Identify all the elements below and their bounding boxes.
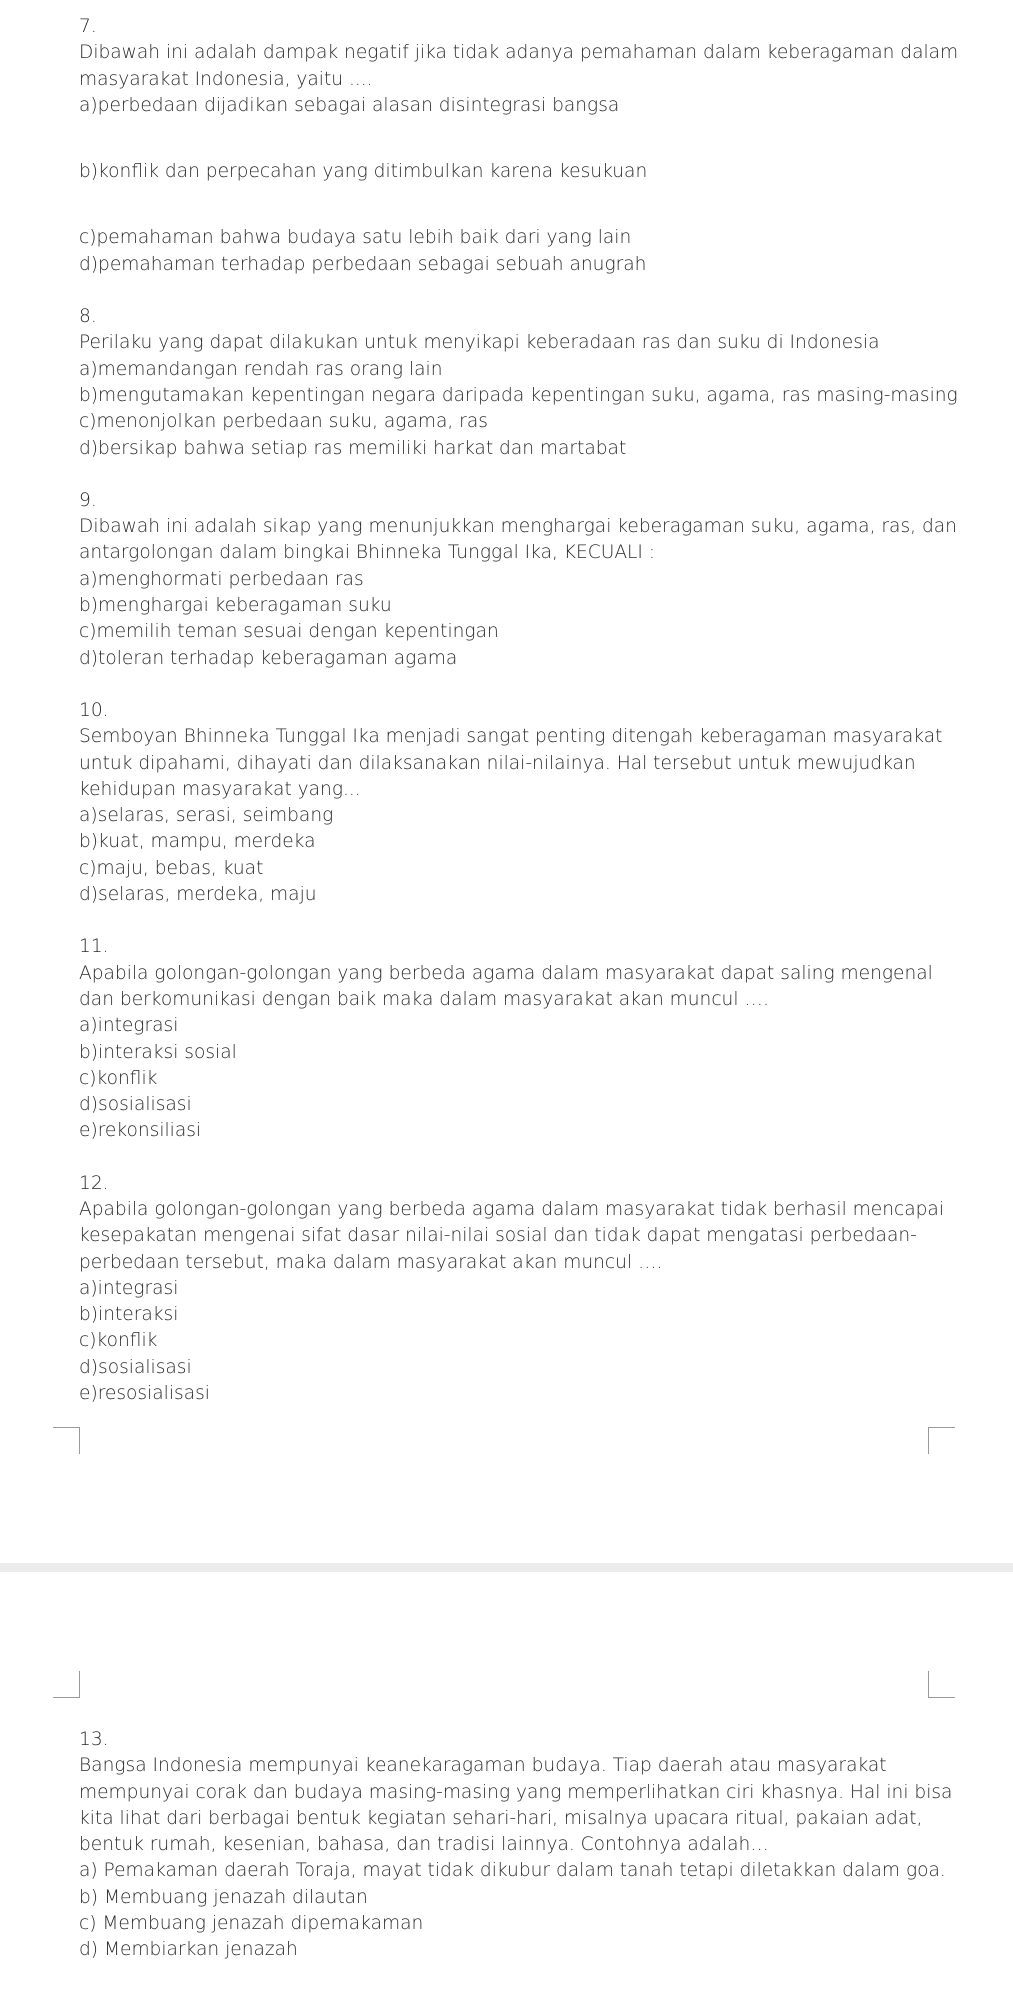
answer-option-a: a)integrasi: [79, 1015, 179, 1037]
answer-option-c: c) Membuang jenazah dipemakaman: [79, 1913, 424, 1935]
question-text-line: bentuk rumah, kesenian, bahasa, dan tradisi lainnya. Contohnya adalah…: [79, 1834, 769, 1856]
question-text-line: kehidupan masyarakat yang...: [79, 778, 361, 800]
question-text-line: Apabila golongan-golongan yang berbeda agama dalam masyarakat tidak berhasil mencapai: [79, 1198, 944, 1220]
answer-option-c: c)pemahaman bahwa budaya satu lebih baik dari yang lain: [79, 227, 632, 249]
answer-option-d: d)sosialisasi: [79, 1094, 192, 1116]
answer-option-b: b)konflik dan perpecahan yang ditimbulkan karena kesukuan: [79, 161, 648, 183]
answer-option-a: a)integrasi: [79, 1277, 179, 1299]
answer-option-a: a)selaras, serasi, seimbang: [79, 805, 334, 827]
question-text-line: Perilaku yang dapat dilakukan untuk menyikapi keberadaan ras dan suku di Indonesia: [79, 332, 880, 354]
question-text-line: perbedaan tersebut, maka dalam masyarakat akan muncul ….: [79, 1251, 663, 1273]
question-text-line: Dibawah ini adalah sikap yang menunjukkan menghargai keberagaman suku, agama, ras, dan: [79, 516, 957, 538]
document-page-2: [0, 1572, 1013, 1982]
answer-option-d: d)toleran terhadap keberagaman agama: [79, 647, 458, 669]
answer-option-a: a) Pemakaman daerah Toraja, mayat tidak dikubur dalam tanah tetapi diletakkan dalam goa.: [79, 1860, 946, 1882]
page-margin-marker: [928, 1671, 955, 1698]
answer-option-d: d)selaras, merdeka, maju: [79, 884, 317, 906]
answer-option-b: b)interaksi sosial: [79, 1041, 237, 1063]
question-text-line: kesepakatan mengenai sifat dasar nilai-nilai sosial dan tidak dapat mengatasi perbedaan-: [79, 1225, 917, 1247]
answer-option-c: c)memilih teman sesuai dengan kepentingan: [79, 621, 499, 643]
question-number: 11.: [79, 936, 109, 958]
answer-option-a: a)memandangan rendah ras orang lain: [79, 358, 443, 380]
answer-option-c: c)konflik: [79, 1067, 158, 1089]
question-number: 13.: [79, 1729, 109, 1750]
answer-option-b: b) Membuang jenazah dilautan: [79, 1886, 368, 1908]
page-margin-marker: [53, 1671, 80, 1698]
question-text-line: mempunyai corak dan budaya masing-masing yang memperlihatkan ciri khasnya. Hal ini bisa: [79, 1781, 953, 1803]
question-text-line: Dibawah ini adalah dampak negatif jika tidak adanya pemahaman dalam keberagaman dalam: [79, 42, 959, 64]
question-number: 7.: [79, 16, 97, 37]
answer-option-c: c)konflik: [79, 1330, 158, 1352]
question-12: [79, 1171, 959, 1408]
page-margin-marker: [53, 1427, 80, 1454]
answer-option-a: a)menghormati perbedaan ras: [79, 568, 364, 590]
answer-option-b: b)menghargai keberagaman suku: [79, 595, 392, 617]
question-number: 9.: [79, 489, 97, 511]
page-1-content: [79, 14, 959, 1433]
question-number: 12.: [79, 1172, 109, 1194]
question-8: [79, 304, 959, 462]
page-margin-marker: [928, 1427, 955, 1454]
question-10: [79, 698, 959, 908]
question-text-line: Bangsa Indonesia mempunyai keanekaragaman budaya. Tiap daerah atau masyarakat: [79, 1755, 887, 1777]
answer-option-d: d)sosialisasi: [79, 1356, 192, 1378]
question-text-line: Apabila golongan-golongan yang berbeda agama dalam masyarakat dapat saling mengenal: [79, 962, 933, 984]
question-11: [79, 934, 959, 1144]
question-text-line: untuk dipahami, dihayati dan dilaksanakan nilai-nilainya. Hal tersebut untuk mewujudkan: [79, 752, 916, 774]
question-13: [79, 1727, 959, 1964]
question-number: 8.: [79, 306, 97, 328]
question-text-line: masyarakat Indonesia, yaitu ....: [79, 68, 373, 90]
page-break-separator: [0, 1563, 1013, 1572]
question-7: [79, 14, 959, 278]
answer-option-b: b)mengutamakan kepentingan negara daripada kepentingan suku, agama, ras masing-masing: [79, 384, 958, 406]
answer-option-c: c)menonjolkan perbedaan suku, agama, ras: [79, 411, 488, 433]
answer-option-e: e)rekonsiliasi: [79, 1120, 202, 1142]
answer-option-d: d)pemahaman terhadap perbedaan sebagai sebuah anugrah: [79, 253, 647, 275]
question-9: [79, 488, 959, 672]
answer-option-b: b)interaksi: [79, 1304, 179, 1326]
question-text-line: kita lihat dari berbagai bentuk kegiatan sehari-hari, misalnya upacara ritual, pakaian adat,: [79, 1807, 923, 1829]
answer-option-c: c)maju, bebas, kuat: [79, 857, 264, 879]
answer-option-a: a)perbedaan dijadikan sebagai alasan disintegrasi bangsa: [79, 94, 620, 116]
answer-option-d: d) Membiarkan jenazah: [79, 1939, 298, 1961]
answer-option-d: d)bersikap bahwa setiap ras memiliki harkat dan martabat: [79, 437, 627, 459]
question-text-line: Semboyan Bhinneka Tunggal Ika menjadi sangat penting ditengah keberagaman masyarakat: [79, 726, 943, 748]
question-number: 10.: [79, 699, 109, 721]
answer-option-b: b)kuat, mampu, merdeka: [79, 831, 316, 853]
answer-option-e: e)resosialisasi: [79, 1383, 210, 1405]
page-2-content: [79, 1727, 959, 1990]
question-text-line: antargolongan dalam bingkai Bhinneka Tunggal Ika, KECUALI :: [79, 542, 656, 564]
question-text-line: dan berkomunikasi dengan baik maka dalam masyarakat akan muncul ….: [79, 988, 769, 1010]
